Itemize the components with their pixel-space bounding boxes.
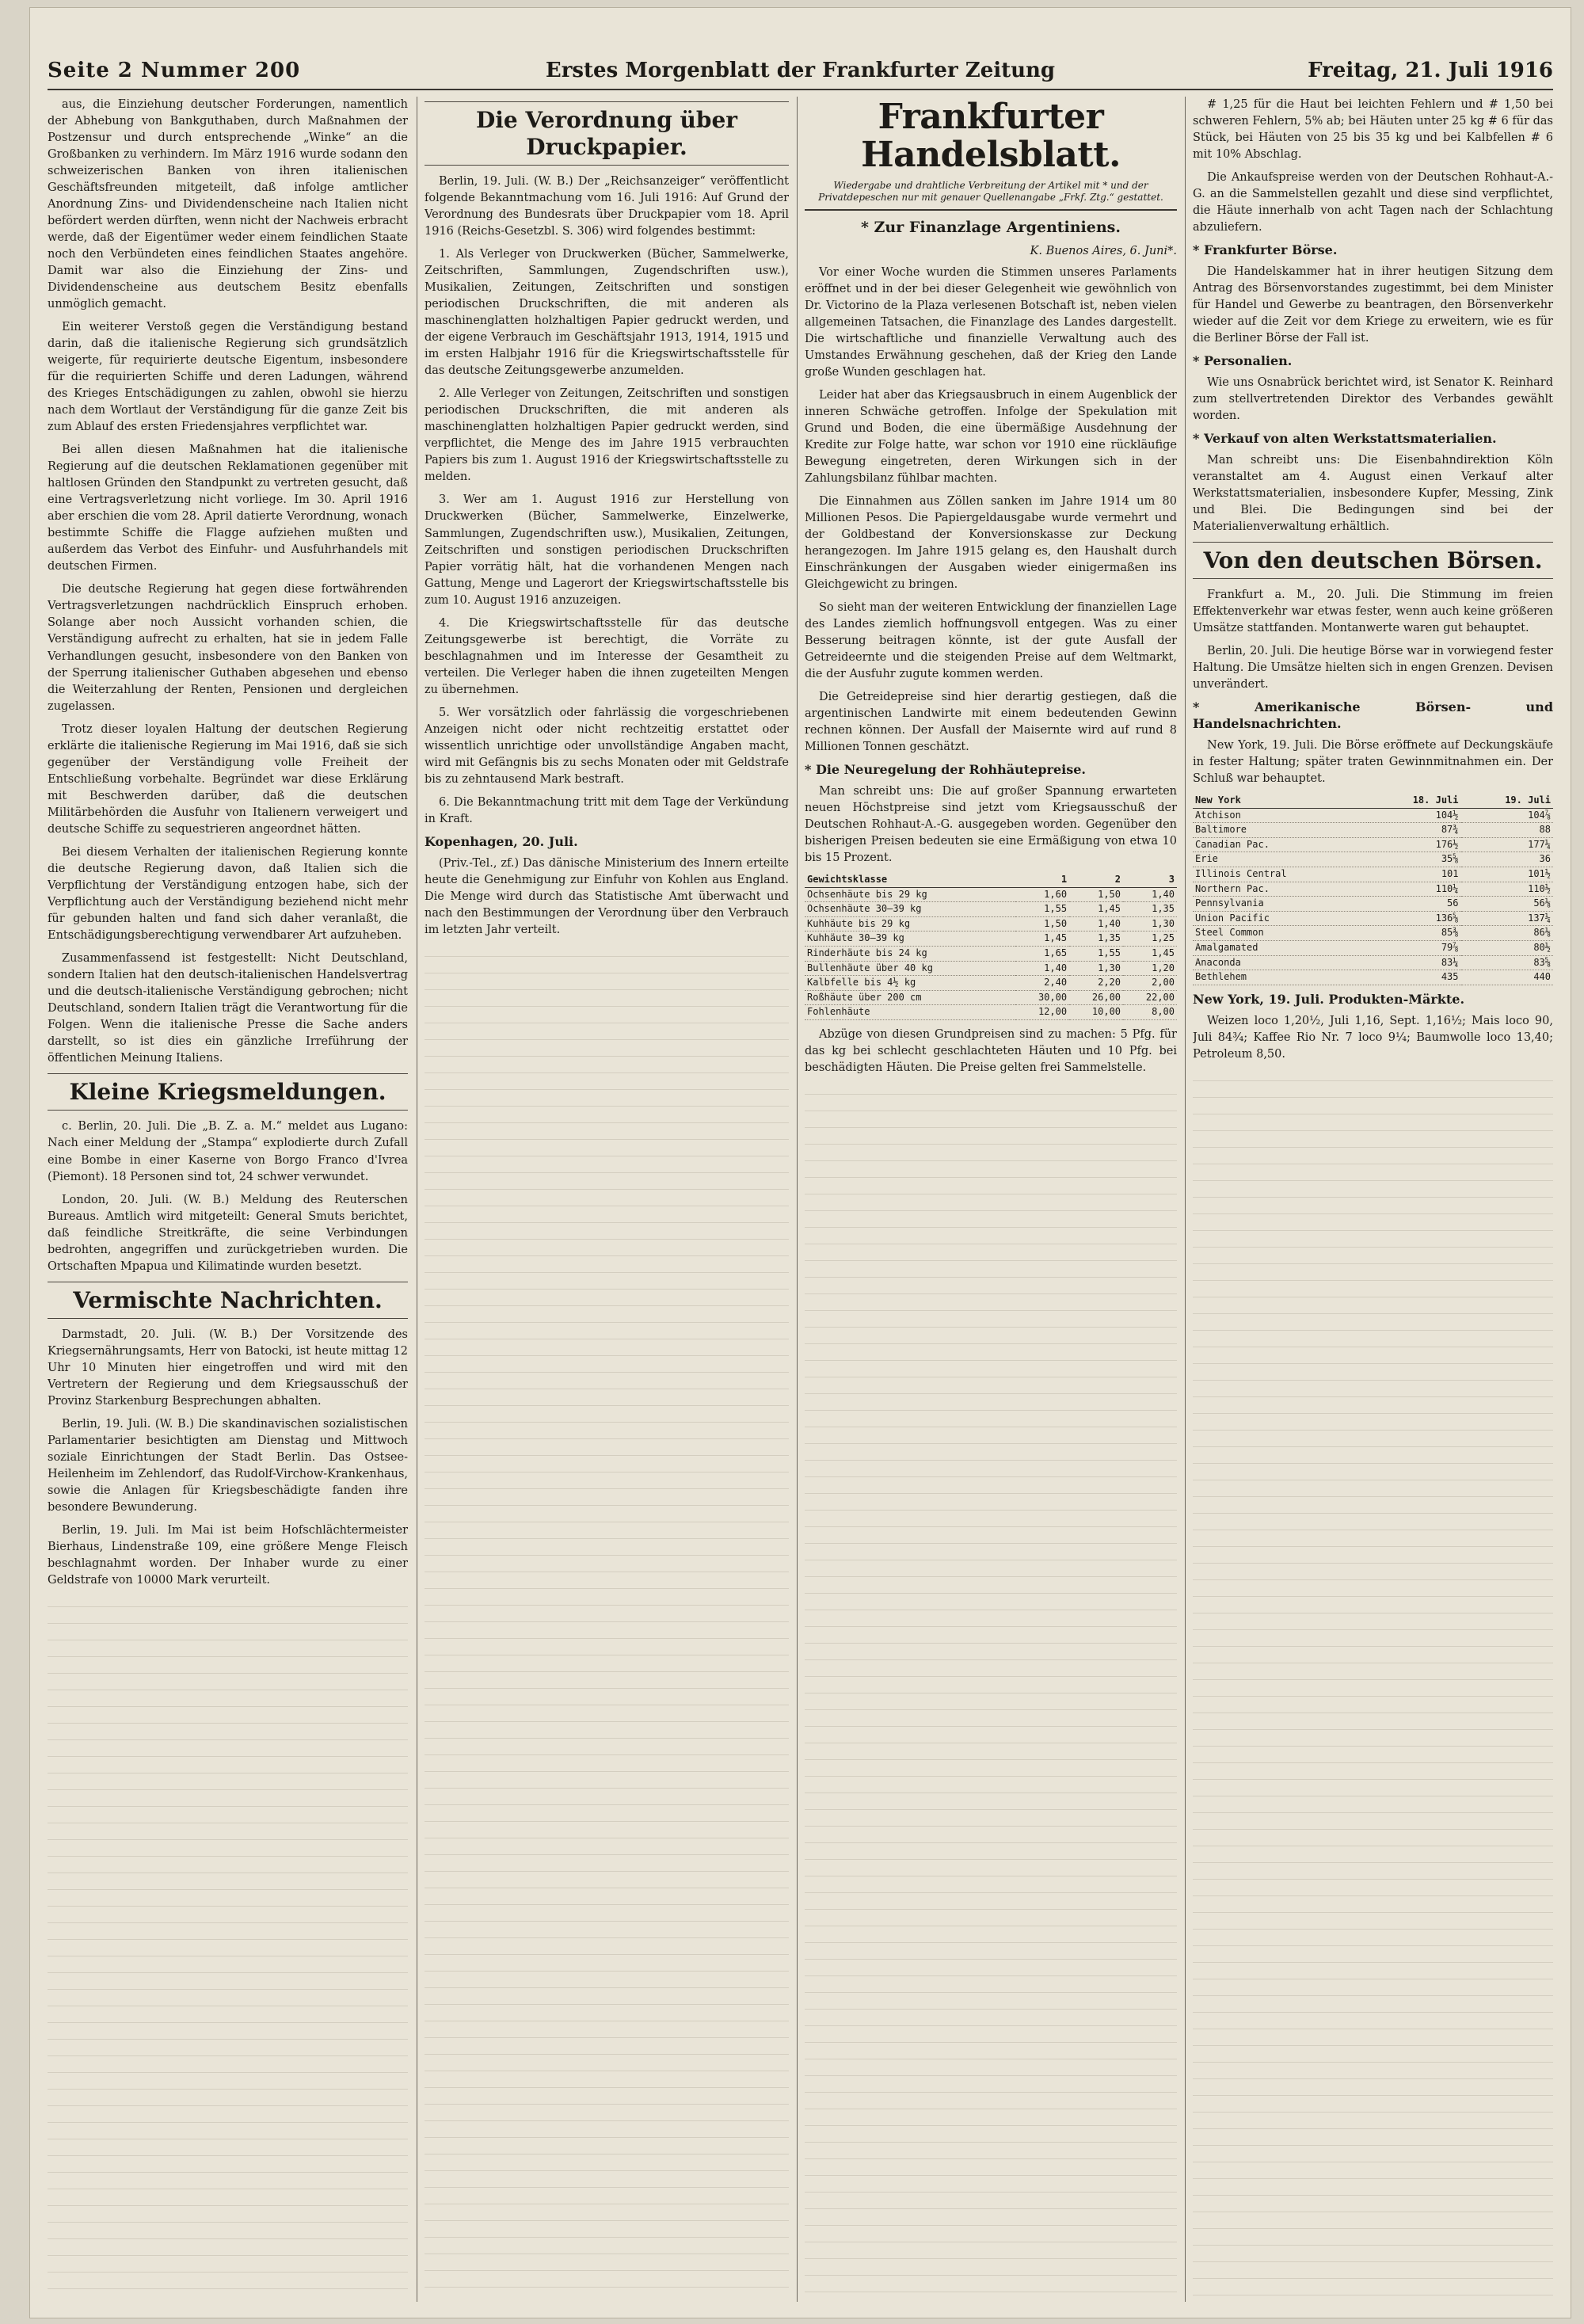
paragraph: # 1,25 für die Haut bei leichten Fehlern und # 1,50 bei schweren Fehlern, 5% ab; bei Häuten unter 25 kg # 6 für das Stück, bei Häuten von 25 bis 35 kg und bei Kalbfellen # 6 mit 10% Abschlag. [1193, 98, 1553, 162]
paragraph: Berlin, 19. Juli. Im Mai ist beim Hofschlächtermeister Bierhaus, Lindenstraße 109, eine größere Menge Fleisch beschlagnahmt worden. Der Inhaber wurde zu einer Geldstrafe von 10000 Mark verurteilt. [48, 1524, 408, 1587]
paragraph: London, 20. Juli. (W. B.) Meldung des Reuterschen Bureaus. Amtlich wird mitgeteilt: General Smuts berichtet, daß feindliche Streitkräfte, die seine Verbindungen bedrohten, angegriffen und zurückgetrieben wurden. Die Ortschaften Mpapua und Kilimatinde wurden besetzt. [48, 1193, 408, 1273]
heading-vermischte: Vermischte Nachrichten. [48, 1282, 408, 1320]
table-row [1193, 897, 1553, 912]
paragraph: Wie uns Osnabrück berichtet wird, ist Senator K. Reinhard zum stellvertretenden Direktor des Verbandes gewählt worden. [1193, 375, 1553, 422]
paragraph: Bei allen diesen Maßnahmen hat die italienische Regierung auf die deutschen Reklamationen gegenüber mit haltlosen Gründen den Standpunkt zu vertreten gesucht, daß eine Vertragsverletzung nicht vorliege. Im 30. April 1916 aber erschien die vom 28. April datierte Verordnung, wonach bestimmte Schiffe die Flagge aufziehen mußten und außerdem das Verbot des Einfuhr- und Ausfuhrhandels mit deutschen Firmen. [48, 444, 408, 573]
paragraph: Trotz dieser loyalen Haltung der deutschen Regierung erklärte die italienische Regierung im Mai 1916, daß sie sich gegenüber der Verständigung volle Freiheit der Entschließung vorbehalte. Begründet war diese Erklärung mit Beschwerden darüber, daß die deutschen Militärbehörden die Ausfuhr von Italienern verweigert und deutsche Schiffe zu sequestrieren angeordnet hätten. [48, 722, 408, 836]
text-continuation [805, 1083, 1177, 2302]
paragraph: Man schreibt uns: Die auf großer Spannung erwarteten neuen Höchstpreise sind jetzt vom Kriegsausschuß der Deutschen Rohhaut-A.-G. ausgegeben worden. Gegenüber den bisherigen Preisen bedeuten sie eine Ermäßigung von etwa 10 bis 15 Prozent. [805, 785, 1177, 865]
table-cell: Steel Common [1193, 926, 1369, 941]
table-cell: 56⅛ [1461, 897, 1554, 912]
paragraph: 1. Als Verleger von Druckwerken (Bücher, Sammelwerke, Zeitschriften, Sammlungen, Zugendschriften usw.), Musikalien, Zeitungen, Zeitschriften und sonstigen periodischen Druckschriften, die mit anderen als maschinenglatten holzhaltigen Papier gedruckt werden, und der eigene Verbrauch im Geschäftsjahr 1913, 1914, 1915 und im ersten Halbjahr 1916 für die Kriegswirtschaftsstelle für das deutsche Zeitungsgewerbe anzumelden. [425, 248, 789, 378]
table-cell: 80½ [1461, 940, 1554, 955]
heading-personalien: * Personalien. [1193, 353, 1293, 368]
table-cell: Atchison [1193, 808, 1369, 823]
paragraph: 3. Wer am 1. August 1916 zur Herstellung von Druckwerken (Bücher, Sammelwerke, Einzelwerke, Sammlungen, Zugendschriften usw.), Musikalien, Zeitungen, Zeitschriften und sonstigen periodischen Druckschriften Papier vorrätig hält, hat die vorhandenen Mengen nach Gattung, Menge und Lagerort der Kriegswirtschaftsstelle bis zum 10. August 1916 anzuzeigen. [425, 493, 789, 607]
table-cell: 101½ [1461, 867, 1554, 882]
table-cell: 79⅞ [1369, 940, 1460, 955]
page-number: Seite 2 Nummer 200 [48, 59, 301, 82]
table-cell: 83¼ [1369, 955, 1460, 970]
table-cell: 56 [1369, 897, 1460, 912]
paragraph: Zusammenfassend ist festgestellt: Nicht Deutschland, sondern Italien hat den deutsch-italienischen Handelsvertrag und die deutsch-italienische Verständigung gebrochen; nicht Deutschland, sondern Italien trägt die Verantwortung für die Folgen. Wenn die italienische Presse die Sache anders darstellt, so ist dies ein gänzliche Irreführung der öffentlichen Meinung Italiens. [48, 951, 408, 1065]
heading-frankfurter-boerse: * Frankfurter Börse. [1193, 242, 1338, 258]
table-header: New York [1193, 794, 1369, 808]
table-cell: 1,55 [1015, 902, 1069, 917]
table-cell: Ochsenhäute bis 29 kg [805, 887, 1015, 902]
table-header: 19. Juli [1461, 794, 1554, 808]
table-header: Gewichtsklasse [805, 873, 1015, 887]
table-cell: Fohlenhäute [805, 1005, 1015, 1020]
text-continuation [425, 945, 789, 2302]
table-cell: Rinderhäute bis 24 kg [805, 947, 1015, 962]
table-cell: Bethlehem [1193, 970, 1369, 985]
paragraph: Frankfurt a. M., 20. Juli. Die Stimmung im freien Effektenverkehr war etwas fester, wenn auch keine größeren Umsätze stattfanden. Montanwerte waren gut behauptet. [1193, 589, 1553, 635]
table-cell: 2,00 [1123, 976, 1177, 991]
paragraph: Berlin, 20. Juli. Die heutige Börse war in vorwiegend fester Haltung. Die Umsätze hielten sich in engen Grenzen. Devisen unverändert. [1193, 645, 1553, 691]
table-row [1193, 926, 1553, 941]
newspaper-page [30, 8, 1571, 2318]
table-cell: 1,45 [1123, 947, 1177, 962]
price-table [805, 873, 1177, 1020]
table-cell: Roßhäute über 200 cm [805, 990, 1015, 1005]
table-cell: 1,50 [1069, 887, 1123, 902]
table-cell: 10,00 [1069, 1005, 1123, 1020]
table-cell: 1,40 [1069, 916, 1123, 932]
table-cell: 1,65 [1015, 947, 1069, 962]
table-cell: 110½ [1461, 882, 1554, 897]
table-cell: 136⅝ [1369, 911, 1460, 926]
table-row [1193, 852, 1553, 867]
table-header: 18. Juli [1369, 794, 1460, 808]
paragraph: Leider hat aber das Kriegsausbruch in einem Augenblick der inneren Schwäche getroffen. Infolge der Spekulation mit Grund und Boden, die eine übermäßige Ausdehnung der Kredite zur Folge hatte, war schon vor 1910 eine rückläufige Bewegung eingetreten, deren Wirkungen sich in der Zahlungsbilanz fühlbar machten. [805, 388, 1177, 485]
table-cell: 440 [1461, 970, 1554, 985]
table-cell: Pennsylvania [1193, 897, 1369, 912]
table-cell: 2,40 [1015, 976, 1069, 991]
column-divider [797, 97, 798, 2302]
column-1 [48, 97, 408, 2302]
table-cell: 1,35 [1123, 902, 1177, 917]
table-cell: 86⅛ [1461, 926, 1554, 941]
table-cell: Bullenhäute über 40 kg [805, 961, 1015, 976]
table-cell: 2,20 [1069, 976, 1123, 991]
table-cell: 1,50 [1015, 916, 1069, 932]
table-cell: Amalgamated [1193, 940, 1369, 955]
table-cell: 1,45 [1069, 902, 1123, 917]
rohhaeute-table [805, 873, 1177, 1020]
paragraph: Berlin, 19. Juli. (W. B.) Die skandinavischen sozialistischen Parlamentarier besichtigten am Dienstag und Mittwoch soziale Einrichtungen der Stadt Berlin. Das Ostsee-Heilenheim im Zehlendorf, das Rudolf-Virchow-Krankenhaus, sowie die Anlagen für Kriegsbeschädigte fanden ihre besondere Bewunderung. [48, 1418, 408, 1514]
paragraph: Weizen loco 1,20½, Juli 1,16, Sept. 1,16½; Mais loco 90, Juli 84¾; Kaffee Rio Nr. 7 loco 9¼; Baumwolle loco 13,40; Petroleum 8,50. [1193, 1014, 1553, 1061]
table-cell: Kuhhäute 30—39 kg [805, 932, 1015, 947]
text-continuation [1193, 1069, 1553, 2302]
table-cell: 1,35 [1069, 932, 1123, 947]
column-4 [1193, 97, 1553, 2302]
table-cell: 26,00 [1069, 990, 1123, 1005]
table-cell: 1,20 [1123, 961, 1177, 976]
table-cell: 1,55 [1069, 947, 1123, 962]
table-cell: 104⅞ [1461, 808, 1554, 823]
table-cell: Ochsenhäute 30—39 kg [805, 902, 1015, 917]
table-row [1193, 823, 1553, 838]
table-cell: Union Pacific [1193, 911, 1369, 926]
text-continuation [48, 1595, 408, 2302]
table-cell: 1,25 [1123, 932, 1177, 947]
table-cell: Canadian Pac. [1193, 837, 1369, 852]
column-divider [1185, 97, 1186, 2302]
table-row [805, 1005, 1177, 1020]
table-cell: 83⅝ [1461, 955, 1554, 970]
reprint-note: Wiedergabe und drahtliche Verbreitung der Artikel mit * und der Privatdepeschen nur mit genauer Quellenangabe „Frkf. Ztg.“ gestattet. [805, 180, 1177, 211]
paragraph: Die Handelskammer hat in ihrer heutigen Sitzung dem Antrag des Börsenvorstandes zugestimmt, bei dem Minister für Handel und Gewerbe zu beantragen, den Börsenverkehr wieder auf die Zeit vor dem Kriege zu erweitern, wie es für die Berliner Börse der Fall ist. [1193, 265, 1553, 345]
table-cell: 8,00 [1123, 1005, 1177, 1020]
table-header: 2 [1069, 873, 1123, 887]
table-row [1193, 882, 1553, 897]
table-cell: 87¾ [1369, 823, 1460, 838]
table-cell: 1,30 [1123, 916, 1177, 932]
paragraph: 2. Alle Verleger von Zeitungen, Zeitschriften und sonstigen periodischen Druckschriften, die mit anderen als maschinenglatten holzhaltigen Papier gedruckt werden, sind verpflichtet, die Menge des im Jahre 1915 verbrauchten Papiers bis zum 1. August 1916 der Kriegswirtschaftsstelle zu melden. [425, 387, 789, 484]
new-york-quotes-table [1193, 794, 1553, 985]
heading-rohhaeute: * Die Neuregelung der Rohhäutepreise. [805, 762, 1086, 778]
table-cell: 1,60 [1015, 887, 1069, 902]
issue-date: Freitag, 21. Juli 1916 [1308, 59, 1553, 82]
table-cell: 22,00 [1123, 990, 1177, 1005]
handelsblatt-title: Frankfurter Handelsblatt. [861, 97, 1121, 176]
paper-title: Erstes Morgenblatt der Frankfurter Zeitung [545, 59, 1056, 82]
table-row [1193, 970, 1553, 985]
table-row [805, 961, 1177, 976]
heading-argentinien: * Zur Finanzlage Argentiniens. [861, 218, 1121, 236]
paragraph: Darmstadt, 20. Juli. (W. B.) Der Vorsitzende des Kriegsernährungsamts, Herr von Batocki, ist heute mittag 12 Uhr 10 Minuten hier eingetroffen und wird mit den Vertretern der Regierung und dem Kriegsausschuß der Provinz Starkenburg Besprechungen abhalten. [48, 1328, 408, 1408]
table-cell: 1,45 [1015, 932, 1069, 947]
paragraph: (Priv.-Tel., zf.) Das dänische Ministerium des Innern erteilte heute die Genehmigung zur Einfuhr von Kohlen aus England. Die Menge wird durch das Statistische Amt überwacht und nach den Bestimmungen der Verordnung über den Verbrauch im letzten Jahr verteilt. [425, 856, 789, 936]
table-cell: 85⅜ [1369, 926, 1460, 941]
paragraph: Die Einnahmen aus Zöllen sanken im Jahre 1914 um 80 Millionen Pesos. Die Papiergeldausgabe wurde vermehrt und der Goldbestand der Konversionskasse zur Deckung herangezogen. Im Jahre 1915 gelang es, den Haushalt durch Einschränkungen der Ausgaben wieder einigermaßen ins Gleichgewicht zu bringen. [805, 494, 1177, 592]
table-cell: 1,30 [1069, 961, 1123, 976]
paragraph: Die Ankaufspreise werden von der Deutschen Rohhaut-A.-G. an die Sammelstellen gezahlt und diese sind verpflichtet, die Häute innerhalb von acht Tagen nach der Schlachtung abzuliefern. [1193, 171, 1553, 234]
paragraph: New York, 19. Juli. Die Börse eröffnete auf Deckungskäufe in fester Haltung; später traten Gewinnmitnahmen ein. Der Schluß war behauptet. [1193, 739, 1553, 786]
table-header: 1 [1015, 873, 1069, 887]
paragraph: c. Berlin, 20. Juli. Die „B. Z. a. M.“ meldet aus Lugano: Nach einer Meldung der „Stampa“ explodierte durch Zufall eine Bombe in einer Kaserne von Borgo Franco d'Ivrea (Piemont). 18 Personen sind tot, 24 schwer verwundet. [48, 1120, 408, 1183]
paragraph: Abzüge von diesen Grundpreisen sind zu machen: 5 Pfg. für das kg bei schlecht geschlachteten Häuten und 10 Pfg. bei beschädigten Häuten. Die Preise gelten frei Sammelstelle. [805, 1028, 1177, 1075]
table-cell: Anaconda [1193, 955, 1369, 970]
table-cell: 30,00 [1015, 990, 1069, 1005]
table-cell: Baltimore [1193, 823, 1369, 838]
table-cell: 104½ [1369, 808, 1460, 823]
paragraph: 5. Wer vorsätzlich oder fahrlässig die vorgeschriebenen Anzeigen nicht oder nicht rechtzeitig erstattet oder wissentlich unrichtige oder unvollständige Angaben macht, wird mit Gefängnis bis zu sechs Monaten oder mit Geldstrafe bis zu zehntausend Mark bestraft. [425, 706, 789, 786]
paragraph: Die Getreidepreise sind hier derartig gestiegen, daß die argentinischen Landwirte mit einem bedeutenden Gewinn rechnen können. Der Ausfall der Maisernte wird auf rund 8 Millionen Tonnen geschätzt. [805, 691, 1177, 754]
table-row [1193, 808, 1553, 823]
table-cell: Northern Pac. [1193, 882, 1369, 897]
table-row [1193, 867, 1553, 882]
table-cell: 176½ [1369, 837, 1460, 852]
heading-kriegsmeldungen: Kleine Kriegsmeldungen. [48, 1073, 408, 1111]
paragraph: Ein weiterer Verstoß gegen die Verständigung bestand darin, daß die italienische Regierung sich grundsätzlich weigerte, für requirierte deutsche Eigentum, insbesondere für die requirierten Schiffe und deren Ladungen, während des Krieges Entschädigungen zu zahlen, obwohl sie hierzu nach dem Wortlaut der Verständigung für die ganze Zeit bis zum Ablauf des ersten Friedensjahres verpflichtet war. [48, 321, 408, 434]
heading-verkauf: * Verkauf von alten Werkstattsmaterialien. [1193, 430, 1497, 446]
table-cell: Kuhhäute bis 29 kg [805, 916, 1015, 932]
paragraph: 4. Die Kriegswirtschaftsstelle für das deutsche Zeitungsgewerbe ist berechtigt, die Vorräte zu beschlagnahmen und im Interesse der Gesamtheit zu verteilen. Die Verleger haben die ihnen zugeteilten Mengen zu übernehmen. [425, 616, 789, 696]
table-row [805, 902, 1177, 917]
masthead [48, 55, 1553, 90]
table-row [805, 990, 1177, 1005]
table-row [1193, 940, 1553, 955]
heading-kopenhagen: Kopenhagen, 20. Juli. [425, 833, 578, 849]
paragraph: Die deutsche Regierung hat gegen diese fortwährenden Vertragsverletzungen nachdrücklich Einspruch erhoben. Solange aber noch Aussicht vorhanden schien, die Verständigung aufrecht zu erhalten, hat sie in jedem Falle Verhandlungen gesucht, insbesondere von den Banken von der Sperrung italienischer Guthaben abgesehen und ebenso die Weiterzahlung der Renten, Pensionen und dergleichen zugelassen. [48, 583, 408, 713]
table-cell: Kalbfelle bis 4½ kg [805, 976, 1015, 991]
table-cell: 88 [1461, 823, 1554, 838]
heading-druckpapier: Die Verordnung über Druckpapier. [425, 101, 789, 166]
heading-deutsche-boersen: Von den deutschen Börsen. [1193, 542, 1553, 580]
table-row [1193, 837, 1553, 852]
paragraph: Vor einer Woche wurden die Stimmen unseres Parlaments eröffnet und in der bei dieser Gelegenheit wie gewöhnlich von Dr. Victorino de la Plaza verlesenen Botschaft ist, neben vielen allgemeinen Tatsachen, die Finanzlage des Landes dargestellt. Die wirtschaftliche und finanzielle Verwaltung auch des Umstandes Erwähnung geschehen, daß der Krieg den Lande große Wunden geschlagen hat. [805, 265, 1177, 379]
table-cell: 1,40 [1123, 887, 1177, 902]
table-cell: 110¼ [1369, 882, 1460, 897]
table-cell: 101 [1369, 867, 1460, 882]
paragraph: 6. Die Bekanntmachung tritt mit dem Tage der Verkündung in Kraft. [425, 795, 789, 825]
table-cell: 1,40 [1015, 961, 1069, 976]
paragraph: So sieht man der weiteren Entwicklung der finanziellen Lage des Landes ziemlich hoffnungsvoll entgegen. Was zu einer Besserung beitragen könnte, ist der gute Ausfall der Getreideernte und die steigenden Preise auf dem Weltmarkt, die der Ausfuhr zugute kommen werden. [805, 601, 1177, 681]
table-header: 3 [1123, 873, 1177, 887]
heading-amerika: * Amerikanische Börsen- und Handelsnachrichten. [1193, 699, 1553, 732]
table-cell: 435 [1369, 970, 1460, 985]
table-cell: 12,00 [1015, 1005, 1069, 1020]
paragraph: Bei diesem Verhalten der italienischen Regierung konnte die deutsche Regierung davon, daß Italien sich die Verpflichtung der Verständigung entzogen habe, sich der Verpflichtung auch der Verständigung beziehend nicht mehr für gebunden halten und fand sich daher veranlaßt, die Entschädigungsberechtigung verwendbarer Art aufzuheben. [48, 845, 408, 942]
column-2 [425, 97, 789, 2302]
table-row [1193, 955, 1553, 970]
stock-table [1193, 794, 1553, 985]
table-cell: 36 [1461, 852, 1554, 867]
table-cell: 35⅝ [1369, 852, 1460, 867]
dateline: K. Buenos Aires, 6. Juni*. [1030, 244, 1177, 257]
table-row [805, 916, 1177, 932]
table-row [805, 976, 1177, 991]
table-cell: Erie [1193, 852, 1369, 867]
table-row [805, 947, 1177, 962]
table-row [805, 887, 1177, 902]
table-cell: 137¼ [1461, 911, 1554, 926]
paragraph: Man schreibt uns: Die Eisenbahndirektion Köln veranstaltet am 4. August einen Verkauf alter Werkstattsmaterialien, insbesondere Kupfer, Messing, Zink und Blei. Die Bedingungen sind bei der Materialienverwaltung erhältlich. [1193, 453, 1553, 533]
paragraph: Berlin, 19. Juli. (W. B.) Der „Reichsanzeiger“ veröffentlicht folgende Bekanntmachung vom 16. Juli 1916: Auf Grund der Verordnung des Bundesrats über Druckpapier vom 18. April 1916 (Reichs-Gesetzbl. S. 306) wird folgendes bestimmt: [425, 175, 789, 238]
table-row [805, 932, 1177, 947]
paragraph: aus, die Einziehung deutscher Forderungen, namentlich der Abhebung von Bankguthaben, durch Maßnahmen der Postzensur und durch entsprechende „Winke“ an die Großbanken zu verhindern. Im März 1916 wurde sodann den schweizerischen Banken von ihren italienischen Geschäftsfreunden mitgeteilt, daß infolge amtlicher Anordnung Zins- und Dividendenscheine nach Italien nicht befördert werden dürften, wenn nicht der Nachweis erbracht werde, daß der Eigentümer weder einem feindlichen Staate noch den Verbündeten eines feindlichen Staates angehöre. Damit war also die Einziehung der Zins- und Dividendenscheine aus deutschem Besitz ebenfalls unmöglich gemacht. [48, 98, 408, 311]
table-cell: 177¼ [1461, 837, 1554, 852]
column-3 [805, 97, 1177, 2302]
heading-produkten: New York, 19. Juli. Produkten-Märkte. [1193, 991, 1465, 1007]
table-row [1193, 911, 1553, 926]
table-cell: Illinois Central [1193, 867, 1369, 882]
